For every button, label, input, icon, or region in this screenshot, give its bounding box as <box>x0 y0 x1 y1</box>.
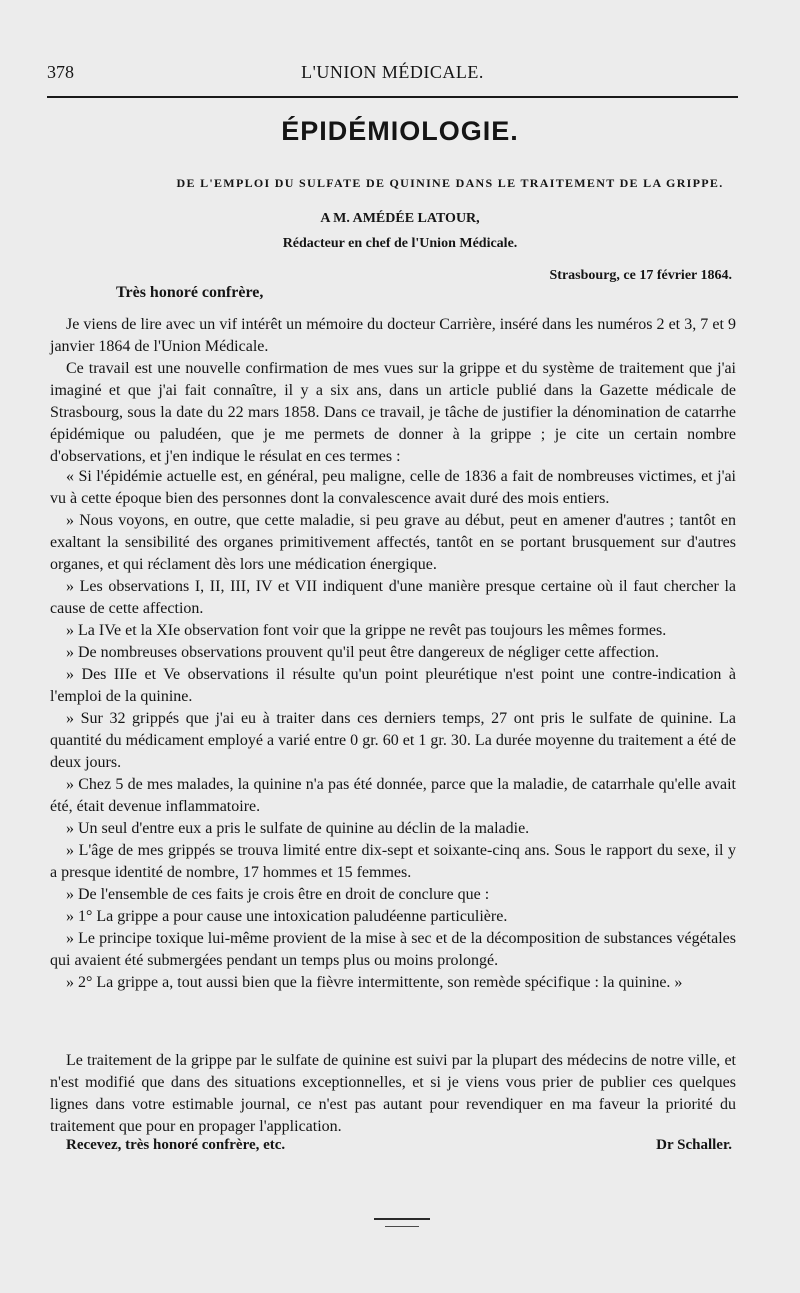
quote-line: » 2° La grippe a, tout aussi bien que la fièvre intermittente, son remède spécifique : la quinine. » <box>66 974 683 991</box>
closing-formula: Recevez, très honoré confrère, etc. <box>66 1137 286 1153</box>
quote-line: » La IVe et la XIe observation font voir que la grippe ne revêt pas toujours les mêmes formes. <box>66 622 667 639</box>
quote-line: » Nous voyons, en outre, que cette maladie, si peu grave au début, peut en amener d'autres ; tantôt en exaltant la sensibilité des organes primitivement affectés, tantôt en se portant brusquement sur d'autres organes, et qui réclament dès lors une médication énergique. <box>50 512 736 573</box>
journal-title: L'UNION MÉDICALE. <box>301 62 484 82</box>
editor-line: Rédacteur en chef de l'Union Médicale. <box>282 236 518 251</box>
quote-line: » L'âge de mes grippés se trouva limité entre dix-sept et soixante-cinq ans. Sous le rapport du sexe, il y a presque identité de nombre, 17 hommes et 15 femmes. <box>50 842 736 881</box>
signature: Dr Schaller. <box>656 1137 732 1153</box>
quote-line: » De nombreuses observations prouvent qu'il peut être dangereux de négliger cette affection. <box>66 644 660 661</box>
page-number: 378 <box>47 62 74 82</box>
quote-line: » Chez 5 de mes malades, la quinine n'a pas été donnée, parce que la maladie, de catarrhale qu'elle avait été, était devenue inflammatoire. <box>50 776 736 815</box>
paragraph-text: Je viens de lire avec un vif intérêt un mémoire du docteur Carrière, inséré dans les numéros 2 et 3, 7 et 9 janvier 1864 de l'Union Médicale. <box>50 316 736 355</box>
section-title: ÉPIDÉMIOLOGIE. <box>281 116 519 146</box>
quote-line: » De l'ensemble de ces faits je crois être en droit de conclure que : <box>66 886 490 903</box>
body-paragraph <box>50 358 736 468</box>
body-paragraph <box>50 314 736 358</box>
dedication: A M. AMÉDÉE LATOUR, <box>320 211 480 226</box>
quote-line: » Les observations I, II, III, IV et VII indiquent d'une manière presque certaine où il faut chercher la cause de cette affection. <box>50 578 736 617</box>
quoted-passage <box>50 466 736 994</box>
place-date: Strasbourg, ce 17 février 1864. <box>549 268 732 283</box>
paragraph-text: Ce travail est une nouvelle confirmation de mes vues sur la grippe et du système de traitement que j'ai imaginé et que j'ai fait connaître, il y a six ans, dans un article publié dans la Gazette médicale de Strasbourg, sous la date du 22 mars 1858. Dans ce travail, je tâche de justifier la dénomination de catarrhe épidémique ou paludéen, que je me permets de donner à la grippe ; je cite un certain nombre d'observations, et j'en indique le résulat en ces termes : <box>50 360 736 465</box>
quote-line: » Le principe toxique lui-même provient de la mise à sec et de la décomposition de substances végétales qui avaient été submergées pendant un temps plus ou moins prolongé. <box>50 930 736 969</box>
salutation: Très honoré confrère, <box>116 284 264 301</box>
quote-line: » Sur 32 grippés que j'ai eu à traiter dans ces derniers temps, 27 ont pris le sulfate de quinine. La quantité du médicament employé a varié entre 0 gr. 60 et 1 gr. 30. La durée moyenne du traitement a été de deux jours. <box>50 710 736 771</box>
end-rule-short <box>385 1226 419 1227</box>
paragraph-text: Le traitement de la grippe par le sulfate de quinine est suivi par la plupart des médecins de notre ville, et n'est modifié que dans des situations exceptionnelles, et si je viens vous prier de publier ces quelques lignes dans votre estimable journal, ce n'est pas autant pour revendiquer en ma faveur la priorité du traitement que pour en propager l'application. <box>50 1052 736 1135</box>
quote-line: » Un seul d'entre eux a pris le sulfate de quinine au déclin de la maladie. <box>66 820 530 837</box>
running-head <box>47 62 738 86</box>
closing-paragraph <box>50 1050 736 1138</box>
article-title: DE L'EMPLOI DU SULFATE DE QUININE DANS LE TRAITEMENT DE LA GRIPPE. <box>176 176 724 190</box>
quote-line: » 1° La grippe a pour cause une intoxication paludéenne particulière. <box>66 908 508 925</box>
quote-line: « Si l'épidémie actuelle est, en général, peu maligne, celle de 1836 a fait de nombreuses victimes, et j'ai vu à cette époque bien des personnes dont la convalescence avait duré des mois entiers. <box>50 468 736 507</box>
quote-line: » Des IIIe et Ve observations il résulte qu'un point pleurétique n'est point une contre-indication à l'emploi de la quinine. <box>50 666 736 705</box>
end-rule <box>374 1218 430 1220</box>
header-rule <box>47 96 738 98</box>
